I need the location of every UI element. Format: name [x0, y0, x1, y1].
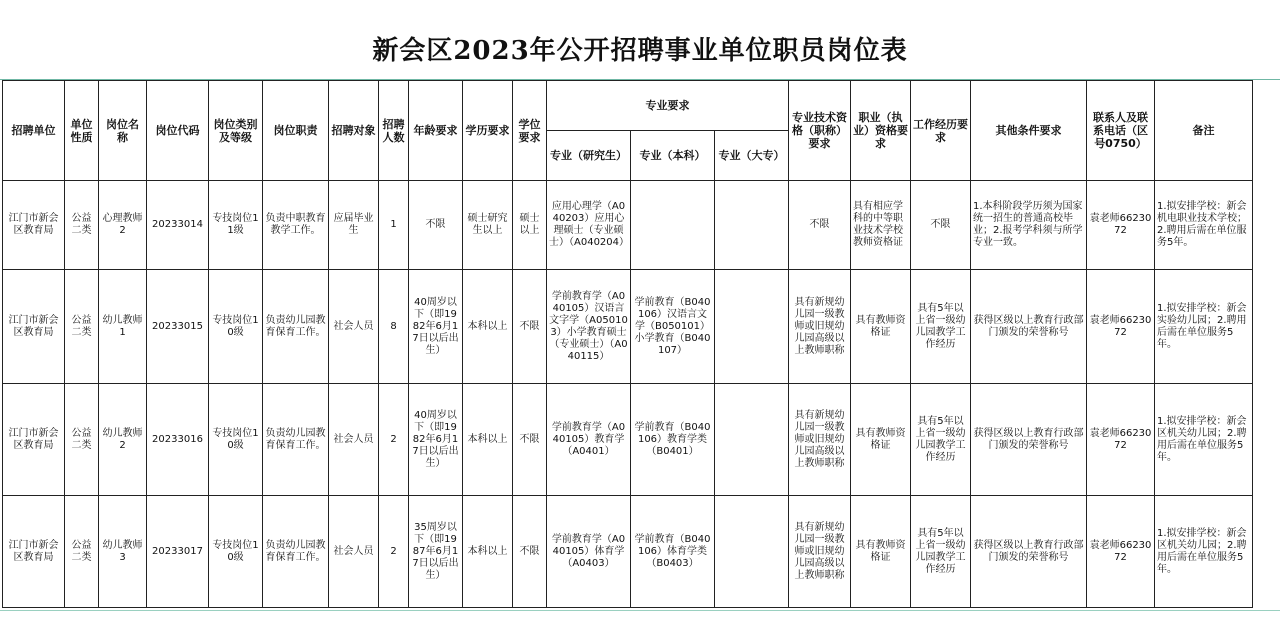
cell-duty: 负责幼儿园教育保育工作。 [263, 384, 329, 496]
cell-experience: 具有5年以上省一级幼儿园教学工作经历 [911, 496, 971, 608]
cell-count: 2 [379, 384, 409, 496]
cell-post-name: 幼儿教师3 [99, 496, 147, 608]
table-row [3, 270, 1253, 384]
cell-other: 获得区级以上教育行政部门颁发的荣誉称号 [971, 270, 1087, 384]
cell-major-grad: 应用心理学（A040203）应用心理硕士（专业硕士）（A040204） [547, 181, 631, 270]
cell-education: 硕士研究生以上 [463, 181, 513, 270]
cell-age: 不限 [409, 181, 463, 270]
cell-degree: 不限 [513, 496, 547, 608]
cell-major-bachelor: 学前教育（B040106）汉语言文学（B050101）小学教育（B040107） [631, 270, 715, 384]
cell-tech-qual: 不限 [789, 181, 851, 270]
sheet-gridline-bottom [0, 610, 1280, 611]
cell-post-code: 20233017 [147, 496, 209, 608]
cell-count: 8 [379, 270, 409, 384]
cell-contact: 袁老师6623072 [1087, 181, 1155, 270]
header-major-bachelor: 专业（本科） [631, 131, 715, 181]
cell-major-bachelor: 学前教育（B040106）体育学类（B0403） [631, 496, 715, 608]
cell-post-level: 专技岗位10级 [209, 270, 263, 384]
header-experience: 工作经历要求 [911, 81, 971, 181]
cell-major-grad: 学前教育学（A040105）体育学（A0403） [547, 496, 631, 608]
cell-remark: 1.拟安排学校：新会区机关幼儿园；2.聘用后需在单位服务5年。 [1155, 496, 1253, 608]
cell-contact: 袁老师6623072 [1087, 384, 1155, 496]
cell-experience: 具有5年以上省一级幼儿园教学工作经历 [911, 384, 971, 496]
cell-degree: 硕士以上 [513, 181, 547, 270]
header-remark: 备注 [1155, 81, 1253, 181]
header-duty: 岗位职责 [263, 81, 329, 181]
cell-duty: 负责幼儿园教育保育工作。 [263, 270, 329, 384]
cell-major-college [715, 496, 789, 608]
cell-target: 社会人员 [329, 384, 379, 496]
cell-major-college [715, 384, 789, 496]
cell-duty: 负责幼儿园教育保育工作。 [263, 496, 329, 608]
cell-post-name: 心理教师2 [99, 181, 147, 270]
header-major-college: 专业（大专） [715, 131, 789, 181]
cell-count: 2 [379, 496, 409, 608]
header-major-grad: 专业（研究生） [547, 131, 631, 181]
cell-target: 社会人员 [329, 496, 379, 608]
cell-post-code: 20233014 [147, 181, 209, 270]
cell-nature: 公益二类 [65, 384, 99, 496]
header-post-name: 岗位名称 [99, 81, 147, 181]
table-row [3, 384, 1253, 496]
cell-major-bachelor: 学前教育（B040106）教育学类（B0401） [631, 384, 715, 496]
header-target: 招聘对象 [329, 81, 379, 181]
cell-target: 社会人员 [329, 270, 379, 384]
cell-unit: 江门市新会区教育局 [3, 181, 65, 270]
cell-contact: 袁老师6623072 [1087, 270, 1155, 384]
cell-age: 40周岁以下（即1982年6月17日以后出生） [409, 270, 463, 384]
header-post-level: 岗位类别及等级 [209, 81, 263, 181]
cell-education: 本科以上 [463, 384, 513, 496]
cell-tech-qual: 具有新规幼儿园一级教师或旧规幼儿园高级以上教师职称 [789, 496, 851, 608]
header-other: 其他条件要求 [971, 81, 1087, 181]
cell-unit: 江门市新会区教育局 [3, 496, 65, 608]
page-title: 新会区2023年公开招聘事业单位职员岗位表 [372, 36, 908, 66]
cell-other: 1.本科阶段学历须为国家统一招生的普通高校毕业；2.报考学科须与所学专业一致。 [971, 181, 1087, 270]
cell-remark: 1.拟安排学校：新会实验幼儿园；2.聘用后需在单位服务5年。 [1155, 270, 1253, 384]
cell-experience: 具有5年以上省一级幼儿园教学工作经历 [911, 270, 971, 384]
cell-nature: 公益二类 [65, 496, 99, 608]
cell-post-code: 20233015 [147, 270, 209, 384]
cell-remark: 1.拟安排学校：新会机电职业技术学校；2.聘用后需在单位服务5年。 [1155, 181, 1253, 270]
cell-tech-qual: 具有新规幼儿园一级教师或旧规幼儿园高级以上教师职称 [789, 270, 851, 384]
cell-degree: 不限 [513, 270, 547, 384]
header-prof-qual: 职业（执业）资格要求 [851, 81, 911, 181]
cell-experience: 不限 [911, 181, 971, 270]
cell-tech-qual: 具有新规幼儿园一级教师或旧规幼儿园高级以上教师职称 [789, 384, 851, 496]
cell-post-level: 专技岗位11级 [209, 181, 263, 270]
table-row [3, 181, 1253, 270]
cell-prof-qual: 具有相应学科的中等职业技术学校教师资格证 [851, 181, 911, 270]
cell-prof-qual: 具有教师资格证 [851, 270, 911, 384]
positions-table [2, 80, 1253, 608]
cell-post-level: 专技岗位10级 [209, 384, 263, 496]
header-nature: 单位性质 [65, 81, 99, 181]
cell-prof-qual: 具有教师资格证 [851, 496, 911, 608]
cell-major-college [715, 270, 789, 384]
cell-post-level: 专技岗位10级 [209, 496, 263, 608]
table-row [3, 496, 1253, 608]
cell-post-code: 20233016 [147, 384, 209, 496]
header-contact: 联系人及联系电话（区号0750） [1087, 81, 1155, 181]
header-post-code: 岗位代码 [147, 81, 209, 181]
cell-post-name: 幼儿教师1 [99, 270, 147, 384]
cell-duty: 负责中职教育教学工作。 [263, 181, 329, 270]
header-count: 招聘人数 [379, 81, 409, 181]
cell-education: 本科以上 [463, 270, 513, 384]
header-tech-qual: 专业技术资格（职称）要求 [789, 81, 851, 181]
cell-education: 本科以上 [463, 496, 513, 608]
cell-unit: 江门市新会区教育局 [3, 384, 65, 496]
cell-other: 获得区级以上教育行政部门颁发的荣誉称号 [971, 496, 1087, 608]
cell-nature: 公益二类 [65, 270, 99, 384]
cell-age: 40周岁以下（即1982年6月17日以后出生） [409, 384, 463, 496]
cell-remark: 1.拟安排学校：新会区机关幼儿园；2.聘用后需在单位服务5年。 [1155, 384, 1253, 496]
header-age: 年龄要求 [409, 81, 463, 181]
cell-count: 1 [379, 181, 409, 270]
cell-contact: 袁老师6623072 [1087, 496, 1155, 608]
cell-major-bachelor [631, 181, 715, 270]
cell-age: 35周岁以下（即1987年6月17日以后出生） [409, 496, 463, 608]
cell-major-grad: 学前教育学（A040105）教育学（A0401） [547, 384, 631, 496]
cell-target: 应届毕业生 [329, 181, 379, 270]
header-education: 学历要求 [463, 81, 513, 181]
header-major-group: 专业要求 [547, 81, 789, 131]
cell-major-college [715, 181, 789, 270]
cell-unit: 江门市新会区教育局 [3, 270, 65, 384]
cell-other: 获得区级以上教育行政部门颁发的荣誉称号 [971, 384, 1087, 496]
cell-prof-qual: 具有教师资格证 [851, 384, 911, 496]
cell-nature: 公益二类 [65, 181, 99, 270]
header-degree: 学位要求 [513, 81, 547, 181]
cell-degree: 不限 [513, 384, 547, 496]
header-unit: 招聘单位 [3, 81, 65, 181]
cell-post-name: 幼儿教师2 [99, 384, 147, 496]
cell-major-grad: 学前教育学（A040105）汉语言文字学（A050103）小学教育硕士（专业硕士）（A040115） [547, 270, 631, 384]
